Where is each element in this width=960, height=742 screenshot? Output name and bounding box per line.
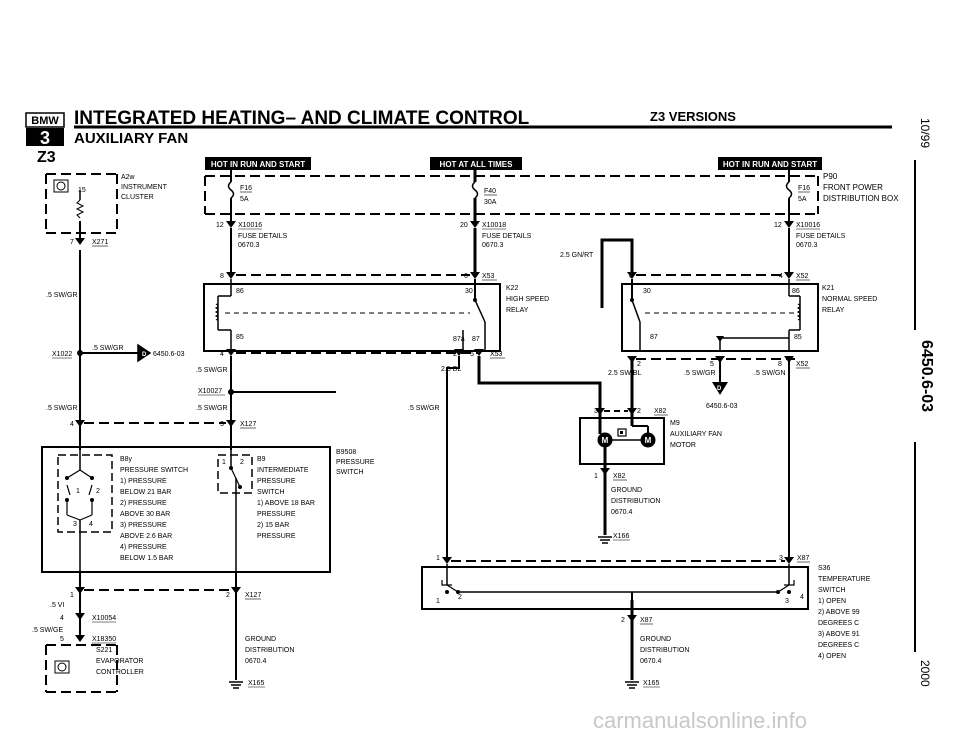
- s36-top-connector: [436, 555, 810, 564]
- svg-text:DISTRIBUTION: DISTRIBUTION: [611, 498, 661, 505]
- svg-text:10/99: 10/99: [918, 118, 932, 149]
- svg-text:4: 4: [779, 273, 783, 280]
- x10027-splice: [198, 388, 234, 395]
- b8y-label: [120, 456, 188, 562]
- svg-text:1) OPEN: 1) OPEN: [818, 598, 847, 605]
- k21-bottom-connector: [627, 356, 810, 368]
- s36-box: [422, 567, 808, 609]
- svg-text:PRESSURE SWITCH: PRESSURE SWITCH: [120, 467, 189, 474]
- svg-text:6450.6-03: 6450.6-03: [918, 340, 935, 413]
- svg-text:86: 86: [236, 288, 244, 295]
- svg-text:12: 12: [774, 222, 782, 229]
- x127-top: [70, 420, 256, 428]
- svg-text:4: 4: [70, 421, 74, 428]
- svg-text:1: 1: [436, 598, 440, 605]
- svg-text:X10016: X10016: [238, 222, 263, 229]
- k21-label: [822, 285, 877, 314]
- svg-text:X10054: X10054: [92, 615, 117, 622]
- svg-text:P90: P90: [823, 172, 838, 181]
- svg-text:D: D: [717, 386, 722, 392]
- k21-pin-labels: [643, 288, 802, 341]
- svg-text:3: 3: [220, 421, 224, 428]
- banner-right: [718, 157, 822, 170]
- svg-text:1: 1: [594, 473, 598, 480]
- svg-text:3: 3: [594, 408, 598, 415]
- svg-text:2: 2: [458, 594, 462, 601]
- a2w-label: [121, 174, 168, 201]
- b9508-label: [336, 449, 375, 476]
- svg-text:INSTRUMENT: INSTRUMENT: [121, 184, 167, 191]
- svg-text:85: 85: [794, 334, 802, 341]
- svg-text:X165: X165: [643, 680, 660, 687]
- svg-text:GROUND: GROUND: [640, 636, 672, 643]
- wire-label: .5 SW/GR: [46, 292, 78, 299]
- s36-internal: [442, 564, 794, 609]
- model-label: Z3: [37, 149, 56, 166]
- svg-text:TEMPERATURE: TEMPERATURE: [818, 576, 871, 583]
- series-badge: 3: [39, 128, 51, 148]
- svg-text:5: 5: [60, 636, 64, 643]
- svg-text:6450.6-03: 6450.6-03: [153, 351, 185, 358]
- watermark: carmanualsonline.info: [592, 708, 808, 733]
- svg-text:1: 1: [70, 592, 74, 599]
- k22-pin-labels: [236, 288, 480, 343]
- svg-text:MOTOR: MOTOR: [670, 442, 696, 449]
- wire-label: 2.5 BL: [441, 366, 462, 373]
- svg-text:FUSE DETAILS: FUSE DETAILS: [238, 233, 288, 240]
- svg-text:K22: K22: [506, 285, 519, 292]
- svg-text:INTERMEDIATE: INTERMEDIATE: [257, 467, 309, 474]
- banner-left: [205, 157, 311, 170]
- x10016-right: [774, 221, 846, 249]
- a2w-box: [46, 174, 117, 233]
- b8y-box: [58, 455, 112, 532]
- svg-text:FUSE DETAILS: FUSE DETAILS: [796, 233, 846, 240]
- svg-text:X127: X127: [245, 592, 262, 599]
- b8y-internal: [66, 447, 94, 572]
- svg-text:M: M: [601, 436, 609, 445]
- svg-text:1: 1: [76, 488, 80, 495]
- svg-text:87: 87: [650, 334, 658, 341]
- svg-text:4) OPEN: 4) OPEN: [818, 653, 847, 660]
- svg-text:2000: 2000: [918, 660, 932, 687]
- svg-text:0670.3: 0670.3: [238, 242, 260, 249]
- b9508-box: [42, 447, 330, 572]
- date-label: [918, 118, 932, 148]
- svg-text:5A: 5A: [240, 196, 249, 203]
- svg-text:30: 30: [465, 288, 473, 295]
- svg-text:7: 7: [70, 239, 74, 246]
- svg-text:X87: X87: [640, 617, 653, 624]
- svg-text:B9: B9: [257, 456, 266, 463]
- svg-text:30: 30: [643, 288, 651, 295]
- svg-text:DISTRIBUTION: DISTRIBUTION: [640, 647, 690, 654]
- svg-text:85: 85: [236, 334, 244, 341]
- a2w-internal: [54, 180, 108, 246]
- s221-label: [96, 647, 144, 676]
- svg-text:X127: X127: [240, 421, 257, 428]
- svg-text:5: 5: [710, 361, 714, 368]
- wires: [80, 228, 789, 680]
- wire-label: .5 SW/GR: [196, 367, 228, 374]
- wire-label: 2.5 GN/RT: [560, 252, 594, 259]
- bmw-logo: [26, 113, 64, 148]
- svg-text:X52: X52: [796, 361, 809, 368]
- svg-text:F16: F16: [240, 185, 253, 192]
- svg-text:K21: K21: [822, 285, 835, 292]
- banner-center: [430, 157, 522, 170]
- svg-text:4: 4: [89, 521, 93, 528]
- svg-text:3) ABOVE 91: 3) ABOVE 91: [818, 631, 860, 638]
- x10018: [460, 221, 532, 249]
- svg-text:F16: F16: [798, 185, 811, 192]
- svg-text:15: 15: [78, 187, 86, 194]
- svg-text:PRESSURE: PRESSURE: [257, 533, 296, 540]
- svg-text:CONTROLLER: CONTROLLER: [96, 669, 144, 676]
- x10016-left: [216, 221, 288, 249]
- ref-6450-right: [706, 382, 738, 410]
- controller-icon: [55, 661, 69, 673]
- svg-text:5A: 5A: [798, 196, 807, 203]
- svg-text:4) PRESSURE: 4) PRESSURE: [120, 544, 167, 551]
- wire-label: .5 SW/GR: [408, 405, 440, 412]
- svg-text:1) ABOVE 18 BAR: 1) ABOVE 18 BAR: [257, 500, 315, 507]
- wire-label: .5 SW/GR: [46, 405, 78, 412]
- svg-text:DISTRIBUTION BOX: DISTRIBUTION BOX: [823, 194, 899, 203]
- svg-text:DEGREES C: DEGREES C: [818, 620, 860, 627]
- svg-text:6: 6: [464, 273, 468, 280]
- svg-text:DEGREES C: DEGREES C: [818, 642, 860, 649]
- svg-text:BELOW 21 BAR: BELOW 21 BAR: [120, 489, 172, 496]
- svg-text:SWITCH: SWITCH: [336, 469, 364, 476]
- svg-text:X82: X82: [613, 473, 626, 480]
- wire-label: .5 SW/GN: [754, 370, 786, 377]
- m9-label: [670, 420, 722, 449]
- svg-text:2: 2: [96, 488, 100, 495]
- svg-text:20: 20: [460, 222, 468, 229]
- svg-text:0670.3: 0670.3: [482, 242, 504, 249]
- svg-text:5: 5: [470, 351, 474, 358]
- svg-text:PRESSURE: PRESSURE: [257, 511, 296, 518]
- svg-text:12: 12: [216, 222, 224, 229]
- svg-text:3: 3: [779, 555, 783, 562]
- svg-text:HOT AT ALL TIMES: HOT AT ALL TIMES: [439, 160, 513, 169]
- svg-text:3) PRESSURE: 3) PRESSURE: [120, 522, 167, 529]
- svg-text:0670.4: 0670.4: [245, 658, 267, 665]
- svg-text:3: 3: [73, 521, 77, 528]
- p90-label: [823, 172, 899, 203]
- k22-label: [506, 285, 549, 314]
- x127-bottom: [70, 587, 261, 599]
- svg-text:2) ABOVE 99: 2) ABOVE 99: [818, 609, 860, 616]
- ground-m9: [598, 487, 660, 543]
- svg-text:SWITCH: SWITCH: [257, 489, 285, 496]
- svg-text:FRONT POWER: FRONT POWER: [823, 183, 883, 192]
- k22-internal: [216, 279, 485, 351]
- svg-text:8: 8: [778, 361, 782, 368]
- svg-text:30A: 30A: [484, 199, 497, 206]
- s36-contact-labels: [436, 594, 804, 605]
- svg-text:X53: X53: [490, 351, 503, 358]
- k22-top-connector: [220, 272, 497, 280]
- svg-text:2: 2: [637, 408, 641, 415]
- svg-text:X10016: X10016: [796, 222, 821, 229]
- svg-text:6450.6-03: 6450.6-03: [706, 403, 738, 410]
- page-title: INTEGRATED HEATING– AND CLIMATE CONTROL: [74, 108, 530, 129]
- s36-label: [818, 565, 871, 660]
- svg-text:HOT IN RUN AND START: HOT IN RUN AND START: [722, 160, 818, 169]
- svg-text:RELAY: RELAY: [506, 307, 529, 314]
- b9-contact-labels: [222, 459, 244, 466]
- svg-text:X87: X87: [797, 555, 810, 562]
- doc-number: [918, 340, 935, 412]
- p90-box: [205, 176, 818, 214]
- b8y-contact-labels: [73, 488, 100, 528]
- svg-text:B9508: B9508: [336, 449, 357, 456]
- svg-text:M: M: [644, 436, 652, 445]
- wire-label: .5 SW/GE: [32, 627, 64, 634]
- k21-top-connector: [627, 272, 810, 280]
- svg-text:4: 4: [60, 615, 64, 622]
- wire-label: .5 SW/GR: [684, 370, 716, 377]
- x18350: [60, 635, 116, 643]
- svg-text:86: 86: [792, 288, 800, 295]
- svg-text:2: 2: [637, 361, 641, 368]
- svg-text:ABOVE 30 BAR: ABOVE 30 BAR: [120, 511, 171, 518]
- svg-text:6: 6: [629, 273, 633, 280]
- svg-text:GROUND: GROUND: [245, 636, 277, 643]
- svg-text:ABOVE 2.6 BAR: ABOVE 2.6 BAR: [120, 533, 173, 540]
- svg-text:3: 3: [785, 598, 789, 605]
- svg-text:X165: X165: [248, 680, 265, 687]
- svg-text:RELAY: RELAY: [822, 307, 845, 314]
- x10054: [60, 613, 116, 622]
- svg-text:8: 8: [220, 273, 224, 280]
- svg-text:M9: M9: [670, 420, 680, 427]
- svg-text:87: 87: [472, 336, 480, 343]
- svg-text:2: 2: [453, 351, 457, 358]
- svg-text:BELOW 1.5 BAR: BELOW 1.5 BAR: [120, 555, 174, 562]
- svg-text:2: 2: [240, 459, 244, 466]
- x82-bottom: [594, 468, 627, 480]
- svg-text:S221: S221: [96, 647, 113, 654]
- svg-text:4: 4: [800, 594, 804, 601]
- x87-bottom: [621, 615, 653, 624]
- fan-motor-icon: [598, 415, 655, 470]
- svg-text:X18350: X18350: [92, 636, 117, 643]
- svg-text:B8y: B8y: [120, 456, 133, 463]
- wire-label: .5 VI: [50, 602, 65, 609]
- svg-text:2: 2: [226, 592, 230, 599]
- ground-right: [625, 636, 689, 688]
- svg-text:CLUSTER: CLUSTER: [121, 194, 154, 201]
- svg-text:A2w: A2w: [121, 174, 135, 181]
- svg-text:X166: X166: [613, 533, 630, 540]
- svg-text:PRESSURE: PRESSURE: [336, 459, 375, 466]
- svg-text:1: 1: [222, 459, 226, 466]
- svg-text:X82: X82: [654, 408, 667, 415]
- svg-text:AUXILIARY FAN: AUXILIARY FAN: [670, 431, 722, 438]
- svg-text:F40: F40: [484, 188, 497, 195]
- svg-text:0670.3: 0670.3: [796, 242, 818, 249]
- svg-text:GROUND: GROUND: [611, 487, 643, 494]
- svg-text:DISTRIBUTION: DISTRIBUTION: [245, 647, 295, 654]
- versions-label: Z3 VERSIONS: [650, 109, 736, 124]
- svg-text:1: 1: [436, 555, 440, 562]
- svg-text:X1022: X1022: [52, 351, 73, 358]
- svg-text:HOT IN RUN AND START: HOT IN RUN AND START: [210, 160, 306, 169]
- svg-text:X53: X53: [482, 273, 495, 280]
- svg-text:NORMAL SPEED: NORMAL SPEED: [822, 296, 878, 303]
- svg-text:X10027: X10027: [198, 388, 223, 395]
- svg-text:0670.4: 0670.4: [611, 509, 633, 516]
- year-label: [918, 660, 932, 687]
- svg-text:EVAPORATOR: EVAPORATOR: [96, 658, 144, 665]
- svg-text:1) PRESSURE: 1) PRESSURE: [120, 478, 167, 485]
- svg-text:S36: S36: [818, 565, 831, 572]
- svg-text:HIGH SPEED: HIGH SPEED: [506, 296, 550, 303]
- svg-text:FUSE DETAILS: FUSE DETAILS: [482, 233, 532, 240]
- svg-text:SWITCH: SWITCH: [818, 587, 846, 594]
- svg-text:2) 15 BAR: 2) 15 BAR: [257, 522, 290, 529]
- svg-text:X10018: X10018: [482, 222, 507, 229]
- wire-label: 2.5 SW/BL: [608, 370, 642, 377]
- b9-label: [257, 456, 315, 540]
- wire-label: .5 SW/GR: [196, 405, 228, 412]
- svg-text:PRESSURE: PRESSURE: [257, 478, 296, 485]
- svg-text:2: 2: [621, 617, 625, 624]
- svg-text:0670.4: 0670.4: [640, 658, 662, 665]
- wire-label: .5 SW/GR: [92, 345, 124, 352]
- svg-text:4: 4: [220, 351, 224, 358]
- page-subtitle: AUXILIARY FAN: [74, 130, 189, 147]
- svg-text:87a: 87a: [453, 336, 465, 343]
- ground-left: [229, 636, 294, 688]
- svg-text:X52: X52: [796, 273, 809, 280]
- svg-text:D: D: [142, 352, 147, 358]
- svg-text:2) PRESSURE: 2) PRESSURE: [120, 500, 167, 507]
- svg-text:X271: X271: [92, 239, 109, 246]
- brand-text: BMW: [31, 115, 59, 127]
